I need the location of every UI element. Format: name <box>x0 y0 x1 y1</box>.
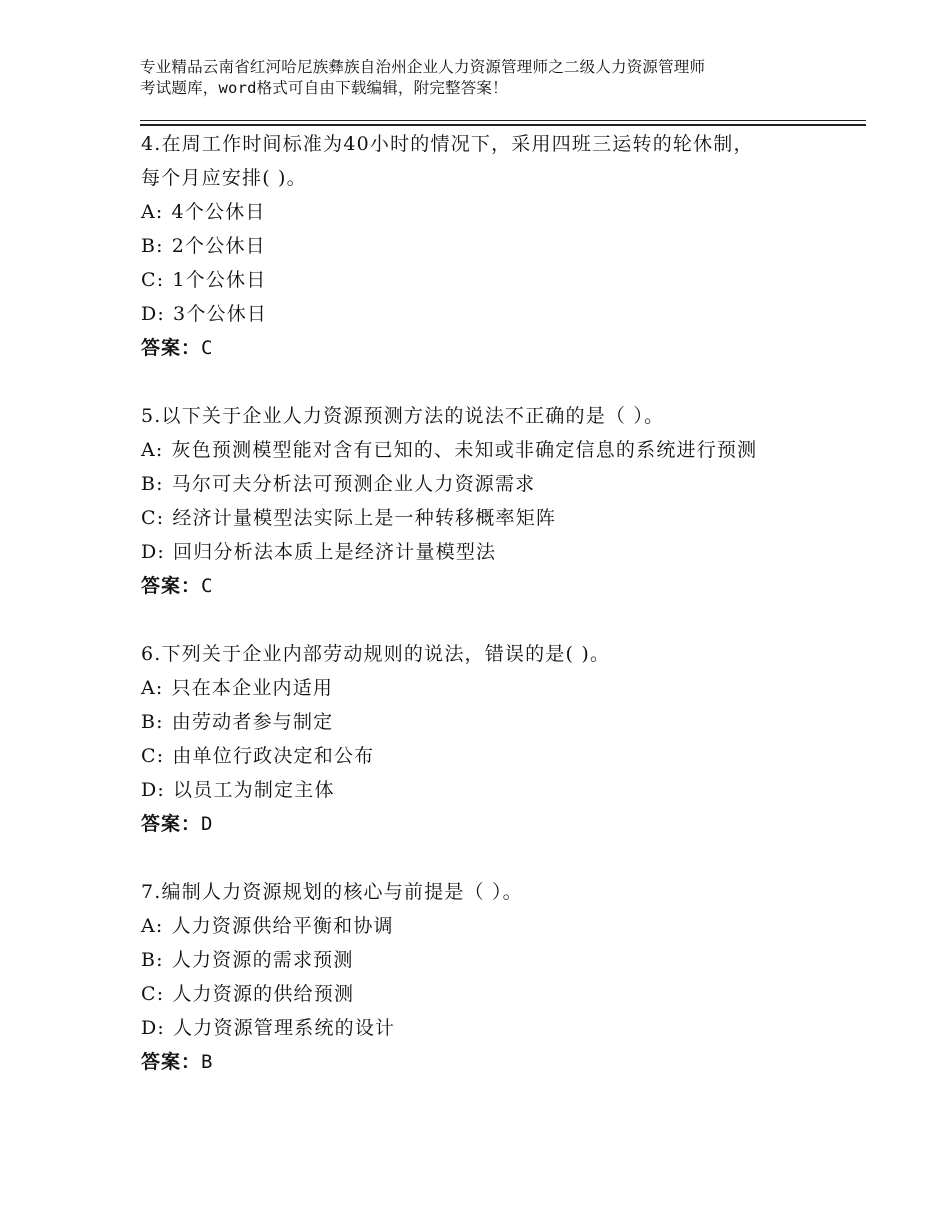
option-b <box>141 943 861 977</box>
header-line-1: 专业精品云南省红河哈尼族彝族自治州企业人力资源管理师之二级人力资源管理师 <box>140 58 706 76</box>
answer-value: D <box>201 813 214 835</box>
option-key: A: <box>141 201 164 223</box>
option-a <box>141 433 861 467</box>
option-d <box>141 773 861 807</box>
answer-label: 答案： <box>141 813 202 835</box>
header-line-2: 考试题库，word格式可自由下载编辑，附完整答案！ <box>140 79 508 97</box>
answer-label: 答案： <box>141 337 202 359</box>
option-text: 经济计量模型法实际上是一种转移概率矩阵 <box>172 507 557 529</box>
option-key: A: <box>141 915 164 937</box>
option-key: B: <box>141 235 164 257</box>
option-key: D: <box>141 779 166 801</box>
option-text: 人力资源的供给预测 <box>172 983 355 1005</box>
option-b <box>141 705 861 739</box>
option-text: 灰色预测模型能对含有已知的、未知或非确定信息的系统进行预测 <box>171 439 758 461</box>
option-text: 由劳动者参与制定 <box>171 711 334 733</box>
option-key: A: <box>141 677 164 699</box>
option-c <box>141 263 861 297</box>
option-text: 由单位行政决定和公布 <box>172 745 375 767</box>
option-a <box>141 671 861 705</box>
option-text: 以员工为制定主体 <box>173 779 335 801</box>
question-list <box>141 127 861 1113</box>
answer <box>141 331 861 365</box>
question-5 <box>141 399 861 603</box>
option-text: 人力资源供给平衡和协调 <box>171 915 394 937</box>
question-7 <box>141 875 861 1079</box>
answer-label: 答案： <box>141 575 202 597</box>
question-stem-line: 6.下列关于企业内部劳动规则的说法，错误的是( )。 <box>141 643 611 665</box>
option-text: 只在本企业内适用 <box>171 677 334 699</box>
option-key: B: <box>141 711 164 733</box>
answer-value: C <box>201 575 214 597</box>
option-key: B: <box>141 473 164 495</box>
question-stem-line: 5.以下关于企业人力资源预测方法的说法不正确的是（ ）。 <box>141 405 665 427</box>
option-text: 4个公休日 <box>171 201 266 223</box>
option-c <box>141 739 861 773</box>
question-stem-line: 4.在周工作时间标准为40小时的情况下，采用四班三运转的轮休制， <box>141 133 754 155</box>
option-text: 人力资源管理系统的设计 <box>173 1017 396 1039</box>
document-header <box>140 57 860 99</box>
option-text: 回归分析法本质上是经济计量模型法 <box>173 541 497 563</box>
answer-value: B <box>201 1051 214 1073</box>
option-text: 马尔可夫分析法可预测企业人力资源需求 <box>171 473 536 495</box>
question-6 <box>141 637 861 841</box>
option-c <box>141 501 861 535</box>
option-text: 1个公休日 <box>172 269 267 291</box>
answer-value: C <box>201 337 214 359</box>
header-divider-thin <box>140 120 866 121</box>
question-stem-line: 每个月应安排( )。 <box>141 167 307 189</box>
option-b <box>141 467 861 501</box>
option-d <box>141 297 861 331</box>
option-key: A: <box>141 439 164 461</box>
header-divider-thick <box>140 124 866 126</box>
option-d <box>141 535 861 569</box>
option-key: B: <box>141 949 164 971</box>
option-key: C: <box>141 269 165 291</box>
option-key: C: <box>141 745 165 767</box>
option-c <box>141 977 861 1011</box>
answer <box>141 807 861 841</box>
question-stem-line: 7.编制人力资源规划的核心与前提是（ ）。 <box>141 881 523 903</box>
answer-label: 答案： <box>141 1051 202 1073</box>
option-d <box>141 1011 861 1045</box>
option-text: 人力资源的需求预测 <box>171 949 354 971</box>
option-a <box>141 195 861 229</box>
question-4 <box>141 127 861 365</box>
option-text: 2个公休日 <box>171 235 266 257</box>
answer <box>141 569 861 603</box>
answer <box>141 1045 861 1079</box>
option-key: D: <box>141 303 166 325</box>
option-key: C: <box>141 507 165 529</box>
option-key: C: <box>141 983 165 1005</box>
option-key: D: <box>141 541 166 563</box>
option-text: 3个公休日 <box>173 303 268 325</box>
option-key: D: <box>141 1017 166 1039</box>
option-a <box>141 909 861 943</box>
option-b <box>141 229 861 263</box>
